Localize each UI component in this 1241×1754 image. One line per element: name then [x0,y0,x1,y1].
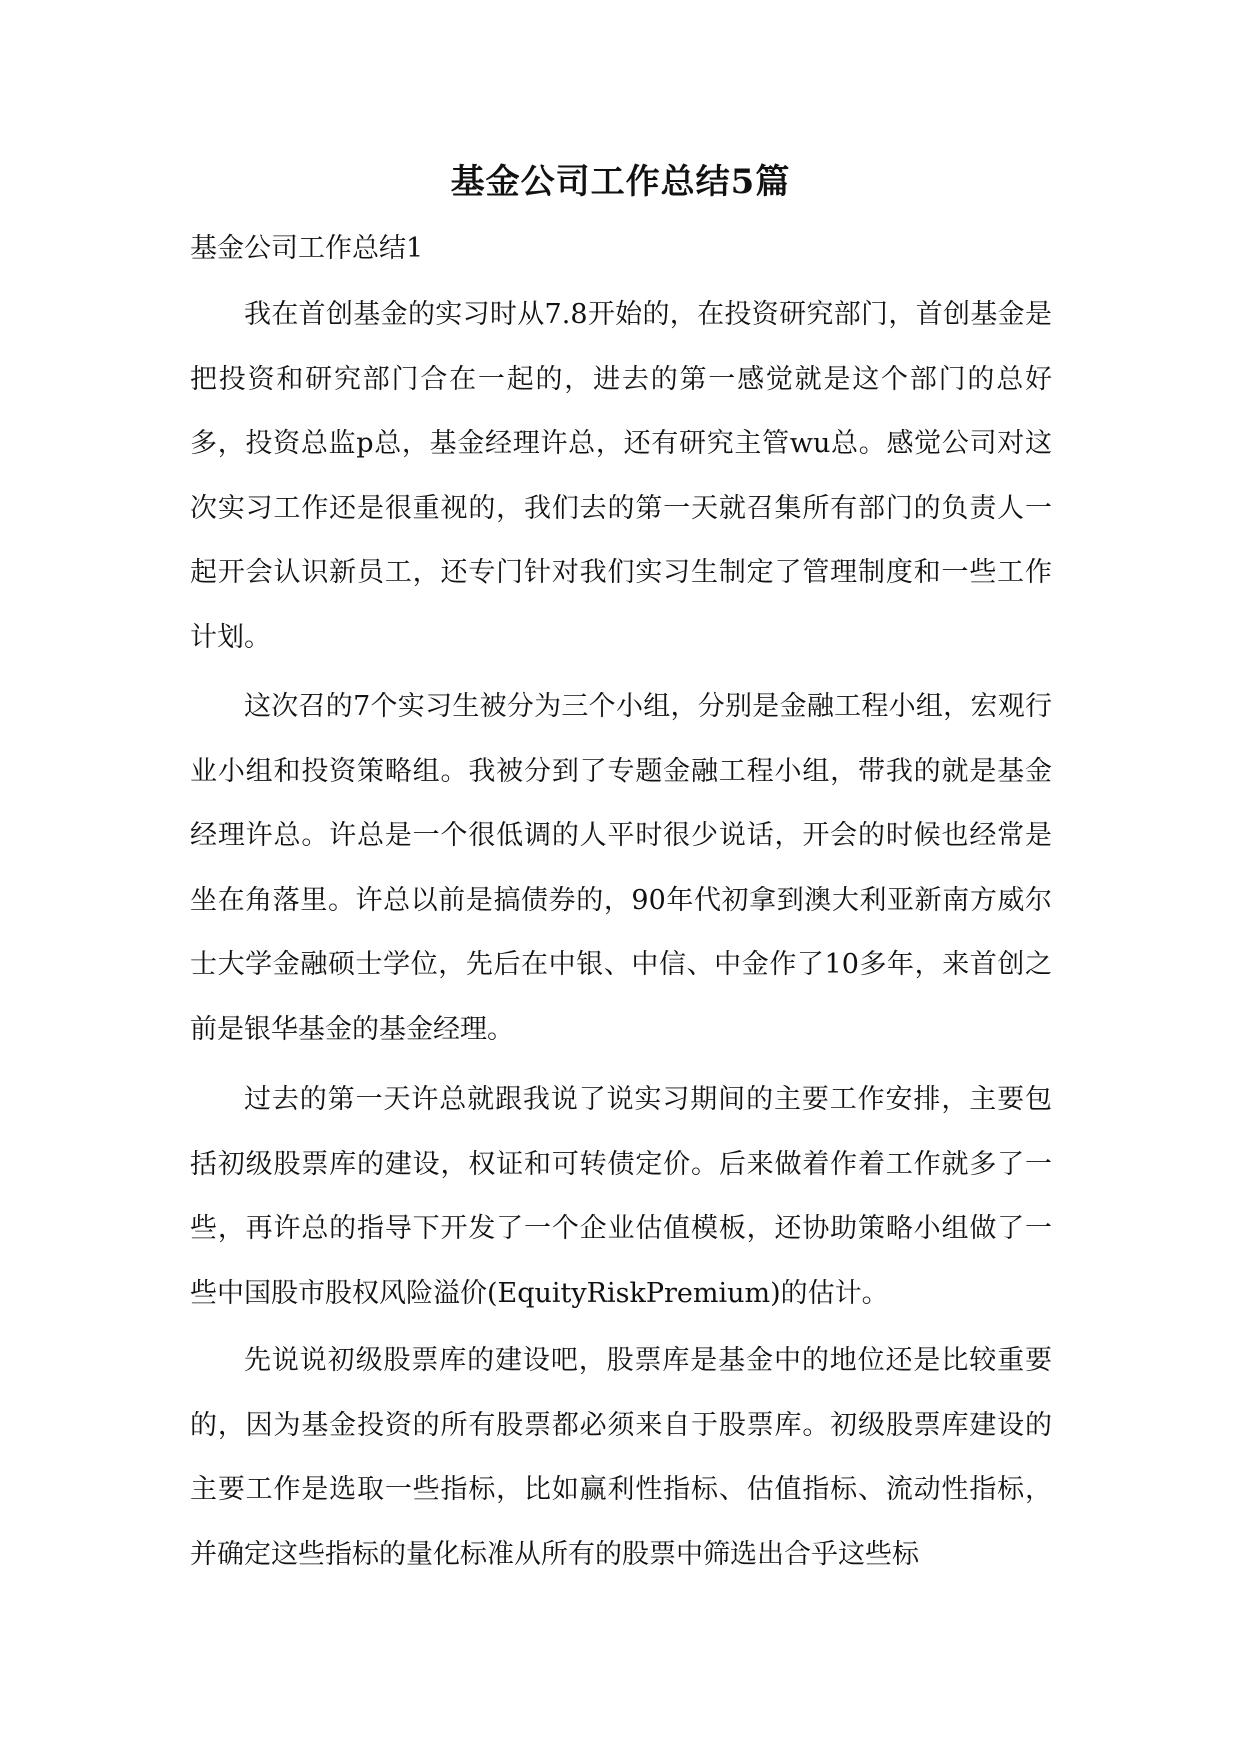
body-paragraph-4: 先说说初级股票库的建设吧，股票库是基金中的地位还是比较重要的，因为基金投资的所有股票都必须来自于股票库。初级股票库建设的主要工作是选取一些指标，比如赢利性指标、估值指标、流动性指标，并确定这些指标的量化标准从所有的股票中筛选出合乎这些标 [190,1345,1052,1570]
body-paragraph-2: 这次召的7个实习生被分为三个小组，分别是金融工程小组，宏观行业小组和投资策略组。我被分到了专题金融工程小组，带我的就是基金经理许总。许总是一个很低调的人平时很少说话，开会的时候也经常是坐在角落里。许总以前是搞债券的，90年代初拿到澳大利亚新南方威尔士大学金融硕士学位，先后在中银、中信、中金作了10多年，来首创之前是银华基金的基金经理。 [190,691,1052,1045]
document-title: 基金公司工作总结5篇 [450,162,791,202]
body-paragraph-1: 我在首创基金的实习时从7.8开始的，在投资研究部门，首创基金是把投资和研究部门合在一起的，进去的第一感觉就是这个部门的总好多，投资总监p总，基金经理许总，还有研究主管wu总。感觉公司对这次实习工作还是很重视的，我们去的第一天就召集所有部门的负责人一起开会认识新员工，还专门针对我们实习生制定了管理制度和一些工作计划。 [190,299,1052,653]
body-paragraph-3: 过去的第一天许总就跟我说了说实习期间的主要工作安排，主要包括初级股票库的建设，权证和可转债定价。后来做着作着工作就多了一些，再许总的指导下开发了一个企业估值模板，还协助策略小组做了一些中国股市股权风险溢价(EquityRiskPremium)的估计。 [190,1084,1052,1309]
section-heading: 基金公司工作总结1 [190,233,424,264]
